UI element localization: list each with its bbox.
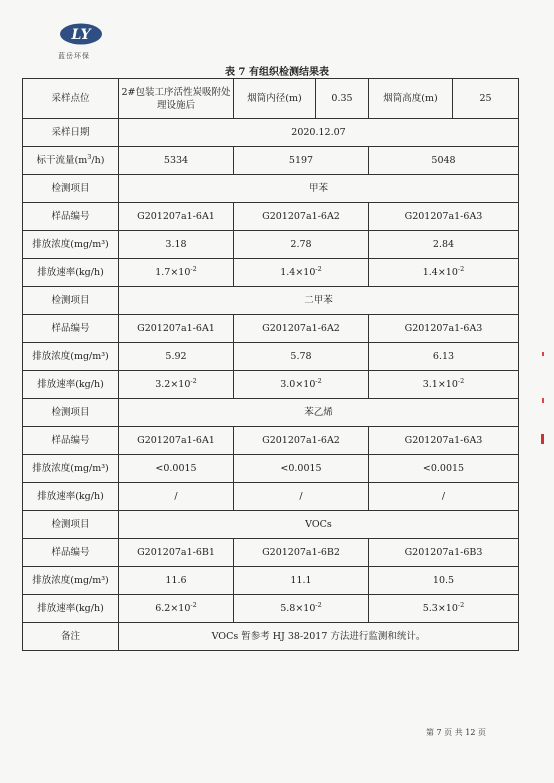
emission-rate-exponent: -2 bbox=[315, 601, 322, 609]
emission-rate-base: / bbox=[441, 491, 446, 502]
emission-rate-base: 3.2×10 bbox=[155, 379, 191, 390]
test-item-name: 甲苯 bbox=[119, 175, 519, 203]
emission-rate-base: / bbox=[174, 491, 178, 502]
sample-id-3: G201207a1-6A3 bbox=[369, 315, 519, 343]
emission-rate-base: 6.2×10 bbox=[155, 603, 191, 614]
flow-value-2: 5197 bbox=[234, 147, 369, 175]
emission-rate-value-3 bbox=[369, 483, 519, 511]
concentration-label: 排放浓度(mg/m³) bbox=[23, 343, 119, 371]
emission-rate-value-2 bbox=[234, 595, 369, 623]
table-row-emission-rate bbox=[23, 259, 519, 287]
sample-id-label: 样品编号 bbox=[23, 315, 119, 343]
sample-id-3: G201207a1-6A3 bbox=[369, 203, 519, 231]
emission-rate-exponent: -2 bbox=[190, 601, 197, 609]
concentration-value-3: <0.0015 bbox=[369, 455, 519, 483]
emission-rate-label: 排放速率(kg/h) bbox=[23, 371, 119, 399]
emission-rate-value-1 bbox=[119, 371, 234, 399]
emission-rate-base: 5.3×10 bbox=[422, 603, 458, 614]
logo-company-name: 蓝岳环保 bbox=[58, 52, 90, 60]
test-item-label: 检测项目 bbox=[23, 287, 119, 315]
emission-rate-exponent: -2 bbox=[457, 377, 465, 385]
stack-diameter-value: 0.35 bbox=[316, 79, 369, 119]
sample-id-1: G201207a1-6B1 bbox=[119, 539, 234, 567]
concentration-label: 排放浓度(mg/m³) bbox=[23, 231, 119, 259]
table-row-sample-id bbox=[23, 315, 519, 343]
table-row-test-item bbox=[23, 511, 519, 539]
table-row-emission-rate bbox=[23, 595, 519, 623]
test-item-name: VOCs bbox=[119, 511, 519, 539]
sample-id-label: 样品编号 bbox=[23, 539, 119, 567]
result-table bbox=[22, 78, 519, 651]
concentration-value-3: 10.5 bbox=[369, 567, 519, 595]
table-row-concentration bbox=[23, 231, 519, 259]
binding-marks bbox=[536, 350, 546, 450]
stack-diameter-label: 烟筒内径(m) bbox=[234, 79, 316, 119]
emission-rate-base: 3.0×10 bbox=[280, 379, 316, 390]
table-row-emission-rate bbox=[23, 483, 519, 511]
table-row-sampling-date bbox=[23, 119, 519, 147]
sampling-date-value: 2020.12.07 bbox=[119, 119, 519, 147]
emission-rate-exponent: -2 bbox=[457, 601, 465, 609]
emission-rate-base: / bbox=[299, 491, 303, 502]
table-row-test-item bbox=[23, 399, 519, 427]
ly-logo-icon bbox=[58, 22, 104, 46]
sample-id-2: G201207a1-6A2 bbox=[234, 203, 369, 231]
logo-mark-text: LY bbox=[71, 27, 91, 43]
emission-rate-base: 3.1×10 bbox=[422, 379, 458, 390]
concentration-value-2: 2.78 bbox=[234, 231, 369, 259]
emission-rate-value-2 bbox=[234, 371, 369, 399]
sample-id-1: G201207a1-6A1 bbox=[119, 315, 234, 343]
stack-height-value: 25 bbox=[453, 79, 519, 119]
sample-id-2: G201207a1-6B2 bbox=[234, 539, 369, 567]
remark-value: VOCs 暂参考 HJ 38-2017 方法进行监测和统计。 bbox=[119, 623, 519, 651]
concentration-value-2: 11.1 bbox=[234, 567, 369, 595]
concentration-value-1: <0.0015 bbox=[119, 455, 234, 483]
concentration-value-2: <0.0015 bbox=[234, 455, 369, 483]
concentration-value-1: 3.18 bbox=[119, 231, 234, 259]
emission-rate-exponent: -2 bbox=[315, 265, 322, 273]
concentration-value-3: 2.84 bbox=[369, 231, 519, 259]
table-row-emission-rate bbox=[23, 371, 519, 399]
table-row-test-item bbox=[23, 175, 519, 203]
flow-value-1: 5334 bbox=[119, 147, 234, 175]
emission-rate-base: 1.7×10 bbox=[155, 267, 191, 278]
emission-rate-exponent: -2 bbox=[315, 377, 322, 385]
sample-id-label: 样品编号 bbox=[23, 203, 119, 231]
sampling-point-label: 采样点位 bbox=[23, 79, 119, 119]
emission-rate-base: 1.4×10 bbox=[422, 267, 458, 278]
emission-rate-value-3 bbox=[369, 595, 519, 623]
emission-rate-value-1 bbox=[119, 595, 234, 623]
concentration-label: 排放浓度(mg/m³) bbox=[23, 455, 119, 483]
table-row-sample-id bbox=[23, 539, 519, 567]
table-row-concentration bbox=[23, 567, 519, 595]
emission-rate-value-3 bbox=[369, 371, 519, 399]
emission-rate-exponent: -2 bbox=[190, 377, 197, 385]
emission-rate-value-1 bbox=[119, 483, 234, 511]
table-row-test-item bbox=[23, 287, 519, 315]
table-row-concentration bbox=[23, 343, 519, 371]
test-item-label: 检测项目 bbox=[23, 175, 119, 203]
sample-id-1: G201207a1-6A1 bbox=[119, 427, 234, 455]
concentration-value-1: 5.92 bbox=[119, 343, 234, 371]
table-row-sampling-point bbox=[23, 79, 519, 119]
concentration-value-3: 6.13 bbox=[369, 343, 519, 371]
flow-label: 标干流量$(m^3/h)$ bbox=[23, 147, 119, 175]
table-title: 表 7 有组织检测结果表 bbox=[225, 67, 329, 78]
emission-rate-value-1 bbox=[119, 259, 234, 287]
emission-rate-base: 1.4×10 bbox=[280, 267, 316, 278]
emission-rate-value-2 bbox=[234, 483, 369, 511]
sampling-point-value: 2#包装工序活性炭吸附处理设施后 bbox=[119, 79, 234, 119]
test-item-name: 二甲苯 bbox=[119, 287, 519, 315]
sample-id-2: G201207a1-6A2 bbox=[234, 315, 369, 343]
emission-rate-exponent: -2 bbox=[190, 265, 197, 273]
test-item-label: 检测项目 bbox=[23, 399, 119, 427]
table-row-sample-id bbox=[23, 203, 519, 231]
remark-label: 备注 bbox=[23, 623, 119, 651]
emission-rate-label: 排放速率(kg/h) bbox=[23, 595, 119, 623]
concentration-value-1: 11.6 bbox=[119, 567, 234, 595]
emission-rate-label: 排放速率(kg/h) bbox=[23, 259, 119, 287]
test-item-label: 检测项目 bbox=[23, 511, 119, 539]
sample-id-1: G201207a1-6A1 bbox=[119, 203, 234, 231]
stack-height-label: 烟筒高度(m) bbox=[369, 79, 453, 119]
emission-rate-value-3 bbox=[369, 259, 519, 287]
sample-id-3: G201207a1-6A3 bbox=[369, 427, 519, 455]
emission-rate-label: 排放速率(kg/h) bbox=[23, 483, 119, 511]
test-item-name: 苯乙烯 bbox=[119, 399, 519, 427]
emission-rate-value-2 bbox=[234, 259, 369, 287]
flow-value-3: 5048 bbox=[369, 147, 519, 175]
sample-id-label: 样品编号 bbox=[23, 427, 119, 455]
table-row-sample-id bbox=[23, 427, 519, 455]
concentration-label: 排放浓度(mg/m³) bbox=[23, 567, 119, 595]
sampling-date-label: 采样日期 bbox=[23, 119, 119, 147]
page-number: 第 7 页 共 12 页 bbox=[426, 728, 486, 737]
sample-id-3: G201207a1-6B3 bbox=[369, 539, 519, 567]
emission-rate-exponent: -2 bbox=[457, 265, 465, 273]
sample-id-2: G201207a1-6A2 bbox=[234, 427, 369, 455]
table-row-remark bbox=[23, 623, 519, 651]
concentration-value-2: 5.78 bbox=[234, 343, 369, 371]
table-row-flow bbox=[23, 147, 519, 175]
company-logo bbox=[58, 22, 108, 61]
emission-rate-base: 5.8×10 bbox=[280, 603, 316, 614]
table-row-concentration bbox=[23, 455, 519, 483]
